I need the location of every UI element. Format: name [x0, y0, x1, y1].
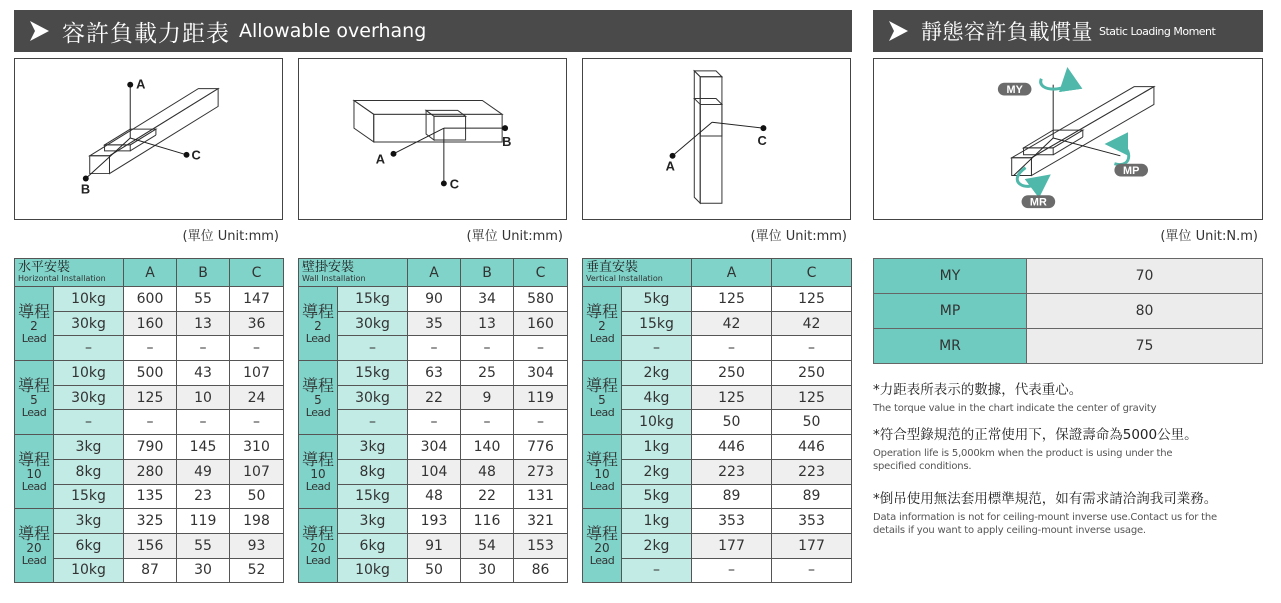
load-cell: 30kg — [54, 311, 124, 336]
value-cell: 125 — [692, 385, 772, 410]
value-cell: 42 — [772, 311, 852, 336]
value-cell: 86 — [514, 558, 568, 583]
header-title-zh: 靜態容許負載慣量 — [921, 20, 1093, 44]
table-row — [583, 533, 852, 558]
value-cell: 52 — [230, 558, 284, 583]
my-badge — [998, 83, 1032, 96]
lead-label-zh: 導程 — [301, 449, 334, 469]
load-cell: 5kg — [622, 287, 692, 312]
value-cell: 119 — [514, 385, 568, 410]
value-cell: 48 — [408, 484, 461, 509]
label-c: C — [191, 147, 201, 163]
lead-cell — [299, 287, 338, 361]
moment-label: MP — [874, 294, 1027, 329]
table-row — [583, 311, 852, 336]
lead-label-zh: 導程 — [585, 523, 618, 543]
load-cell: – — [622, 558, 692, 583]
mr-badge — [1022, 195, 1056, 208]
table-row — [874, 294, 1263, 329]
table-row — [874, 329, 1263, 364]
value-cell: 13 — [461, 311, 514, 336]
moment-value: 75 — [1027, 329, 1263, 364]
table-row — [583, 509, 852, 534]
table-row — [583, 484, 852, 509]
value-cell: 93 — [230, 533, 284, 558]
installation-type-en: Wall Installation — [302, 274, 366, 283]
load-cell: 3kg — [54, 509, 124, 534]
load-cell: 3kg — [54, 435, 124, 460]
lead-label-en: Lead — [21, 479, 47, 493]
value-cell: – — [408, 336, 461, 361]
table-row — [299, 484, 568, 509]
installation-type-cell — [15, 259, 124, 287]
value-cell: 776 — [514, 435, 568, 460]
wall-installation-table — [298, 258, 568, 583]
table-row — [299, 361, 568, 386]
lead-label-en: Lead — [305, 553, 331, 567]
load-cell: 30kg — [54, 385, 124, 410]
table-header-row — [299, 259, 568, 287]
lead-value: 5 — [30, 392, 38, 407]
value-cell: 310 — [230, 435, 284, 460]
load-cell: 3kg — [338, 509, 408, 534]
value-cell: 193 — [408, 509, 461, 534]
value-cell: 43 — [177, 361, 230, 386]
horizontal-installation-diagram — [14, 58, 283, 220]
note-operation-life — [873, 423, 1268, 473]
column-header: C — [772, 259, 852, 287]
value-cell: 160 — [514, 311, 568, 336]
table-row — [299, 311, 568, 336]
load-cell: – — [338, 410, 408, 435]
value-cell: 104 — [408, 459, 461, 484]
value-cell: 135 — [124, 484, 177, 509]
lead-label-en: Lead — [21, 553, 47, 567]
mp-badge — [1114, 164, 1148, 177]
load-cell: 10kg — [54, 287, 124, 312]
lead-label-en: Lead — [589, 479, 615, 493]
value-cell: 223 — [692, 459, 772, 484]
table-row — [15, 311, 284, 336]
unit-label: (單位 Unit:mm) — [750, 229, 847, 244]
column-header: B — [177, 259, 230, 287]
moment-label: MR — [874, 329, 1027, 364]
load-cell: – — [338, 336, 408, 361]
load-cell: 15kg — [54, 484, 124, 509]
load-cell: 4kg — [622, 385, 692, 410]
value-cell: 13 — [177, 311, 230, 336]
value-cell: – — [461, 410, 514, 435]
load-cell: 15kg — [338, 361, 408, 386]
lead-value: 20 — [594, 540, 610, 555]
value-cell: 55 — [177, 287, 230, 312]
value-cell: 304 — [408, 435, 461, 460]
load-cell: 10kg — [622, 410, 692, 435]
value-cell: 131 — [514, 484, 568, 509]
lead-label-zh: 導程 — [585, 449, 618, 469]
value-cell: 145 — [177, 435, 230, 460]
label-b: B — [80, 181, 91, 197]
moment-value: 80 — [1027, 294, 1263, 329]
installation-type-zh: 壁掛安裝 — [302, 260, 355, 275]
load-cell: – — [622, 336, 692, 361]
lead-cell — [15, 361, 54, 435]
load-cell: 2kg — [622, 533, 692, 558]
chevron-right-icon — [28, 20, 50, 42]
column-header: C — [514, 259, 568, 287]
table-row — [15, 435, 284, 460]
note-center-of-gravity — [873, 378, 1268, 415]
note-zh: *倒吊使用無法套用標準規范，如有需求請洽詢我司業務。 — [873, 491, 1218, 507]
value-cell: 34 — [461, 287, 514, 312]
lead-value: 10 — [26, 466, 42, 481]
load-cell: 6kg — [54, 533, 124, 558]
table-row — [15, 558, 284, 583]
value-cell: 119 — [177, 509, 230, 534]
lead-label-zh: 導程 — [17, 375, 50, 395]
value-cell: – — [177, 410, 230, 435]
lead-label-en: Lead — [305, 405, 331, 419]
table-header-row — [583, 259, 852, 287]
note-zh: *力距表所表示的數據，代表重心。 — [873, 382, 1083, 398]
value-cell: 147 — [230, 287, 284, 312]
value-cell: 49 — [177, 459, 230, 484]
unit-label: (單位 Unit:N.m) — [1160, 229, 1258, 244]
table-row — [299, 336, 568, 361]
value-cell: – — [514, 410, 568, 435]
table-row — [15, 533, 284, 558]
load-cell: 2kg — [622, 361, 692, 386]
load-cell: 8kg — [54, 459, 124, 484]
value-cell: – — [177, 336, 230, 361]
value-cell: 321 — [514, 509, 568, 534]
value-cell: 87 — [124, 558, 177, 583]
note-en: The torque value in the chart indicate the center of gravity — [873, 403, 1157, 414]
lead-cell — [583, 435, 622, 509]
value-cell: 304 — [514, 361, 568, 386]
value-cell: 280 — [124, 459, 177, 484]
value-cell: 10 — [177, 385, 230, 410]
static-moment-table — [873, 258, 1263, 364]
moment-label: MY — [874, 259, 1027, 294]
value-cell: 22 — [408, 385, 461, 410]
note-ceiling-mount — [873, 487, 1268, 537]
value-cell: 30 — [177, 558, 230, 583]
load-cell: 10kg — [338, 558, 408, 583]
value-cell: 36 — [230, 311, 284, 336]
value-cell: – — [124, 410, 177, 435]
load-cell: 1kg — [622, 509, 692, 534]
value-cell: – — [692, 336, 772, 361]
lead-label-en: Lead — [305, 331, 331, 345]
lead-label-en: Lead — [589, 553, 615, 567]
lead-label-en: Lead — [589, 405, 615, 419]
static-moment-diagram — [873, 58, 1263, 220]
value-cell: 446 — [772, 435, 852, 460]
label-c: C — [449, 176, 460, 192]
lead-value: 2 — [30, 318, 38, 333]
installation-type-cell — [583, 259, 692, 287]
value-cell: 177 — [692, 533, 772, 558]
vertical-installation-table — [582, 258, 852, 583]
table-row — [583, 361, 852, 386]
value-cell: 50 — [230, 484, 284, 509]
load-cell: 15kg — [338, 484, 408, 509]
table-row — [299, 435, 568, 460]
table-row — [583, 435, 852, 460]
value-cell: 30 — [461, 558, 514, 583]
value-cell: 177 — [772, 533, 852, 558]
value-cell: 35 — [408, 311, 461, 336]
installation-type-en: Vertical Installation — [586, 274, 663, 283]
value-cell: 140 — [461, 435, 514, 460]
lead-value: 20 — [310, 540, 326, 555]
table-row — [874, 259, 1263, 294]
lead-label-en: Lead — [21, 331, 47, 345]
header-title-en: Allowable overhang — [239, 20, 427, 42]
installation-type-cell — [299, 259, 408, 287]
value-cell: – — [408, 410, 461, 435]
value-cell: 125 — [692, 287, 772, 312]
table-row — [15, 336, 284, 361]
value-cell: 90 — [408, 287, 461, 312]
wall-installation-diagram — [298, 58, 567, 220]
value-cell: 198 — [230, 509, 284, 534]
lead-value: 20 — [26, 540, 42, 555]
value-cell: 790 — [124, 435, 177, 460]
installation-type-zh: 水平安裝 — [18, 260, 71, 275]
value-cell: – — [230, 410, 284, 435]
value-cell: – — [461, 336, 514, 361]
value-cell: 89 — [692, 484, 772, 509]
value-cell: 500 — [124, 361, 177, 386]
static-moment-header — [873, 10, 1263, 52]
lead-cell — [15, 509, 54, 583]
lead-label-zh: 導程 — [301, 375, 334, 395]
value-cell: 50 — [408, 558, 461, 583]
load-cell: 3kg — [338, 435, 408, 460]
table-row — [299, 459, 568, 484]
lead-label-zh: 導程 — [17, 301, 50, 321]
vertical-installation-diagram — [582, 58, 851, 220]
value-cell: – — [124, 336, 177, 361]
horizontal-installation-table — [14, 258, 284, 583]
table-row — [583, 558, 852, 583]
table-row — [583, 459, 852, 484]
table-row — [299, 287, 568, 312]
table-row — [299, 533, 568, 558]
chevron-right-icon — [887, 20, 909, 42]
lead-cell — [299, 435, 338, 509]
lead-cell — [299, 361, 338, 435]
lead-value: 10 — [594, 466, 610, 481]
value-cell: 153 — [514, 533, 568, 558]
table-row — [299, 410, 568, 435]
unit-label: (單位 Unit:mm) — [182, 229, 279, 244]
svg-text:MP: MP — [1123, 165, 1140, 178]
value-cell: 107 — [230, 459, 284, 484]
lead-label-zh: 導程 — [585, 375, 618, 395]
value-cell: 42 — [692, 311, 772, 336]
lead-value: 10 — [310, 466, 326, 481]
label-b: B — [502, 133, 512, 149]
svg-text:MY: MY — [1006, 84, 1023, 97]
label-c: C — [757, 132, 767, 148]
lead-label-zh: 導程 — [17, 449, 50, 469]
table-row — [15, 509, 284, 534]
unit-label: (單位 Unit:mm) — [466, 229, 563, 244]
lead-label-zh: 導程 — [301, 523, 334, 543]
table-row — [15, 361, 284, 386]
table-row — [15, 459, 284, 484]
value-cell: 89 — [772, 484, 852, 509]
table-row — [15, 410, 284, 435]
value-cell: – — [772, 336, 852, 361]
value-cell: 55 — [177, 533, 230, 558]
value-cell: 116 — [461, 509, 514, 534]
installation-type-en: Horizontal Installation — [18, 274, 106, 283]
lead-label-en: Lead — [589, 331, 615, 345]
svg-text:MR: MR — [1029, 196, 1047, 209]
load-cell: 10kg — [54, 558, 124, 583]
lead-value: 2 — [598, 318, 606, 333]
lead-cell — [299, 509, 338, 583]
label-a: A — [375, 151, 385, 167]
value-cell: – — [772, 558, 852, 583]
header-title-en: Static Loading Moment — [1099, 24, 1216, 38]
value-cell: 580 — [514, 287, 568, 312]
column-header: A — [408, 259, 461, 287]
load-cell: 15kg — [338, 287, 408, 312]
value-cell: 325 — [124, 509, 177, 534]
note-en: Data information is not for ceiling-mount inverse use.Contact us for the details if you want to apply ceiling-mount inverse usage. — [873, 512, 1217, 536]
value-cell: 91 — [408, 533, 461, 558]
value-cell: 223 — [772, 459, 852, 484]
value-cell: – — [230, 336, 284, 361]
table-row — [299, 509, 568, 534]
installation-type-zh: 垂直安裝 — [586, 260, 639, 275]
value-cell: 50 — [772, 410, 852, 435]
table-row — [15, 484, 284, 509]
column-header: A — [692, 259, 772, 287]
value-cell: 63 — [408, 361, 461, 386]
load-cell: 5kg — [622, 484, 692, 509]
lead-label-zh: 導程 — [585, 301, 618, 321]
lead-cell — [15, 287, 54, 361]
value-cell: 54 — [461, 533, 514, 558]
value-cell: 23 — [177, 484, 230, 509]
value-cell: 9 — [461, 385, 514, 410]
note-en: Operation life is 5,000km when the product is using under the specified conditions. — [873, 448, 1173, 472]
value-cell: – — [514, 336, 568, 361]
load-cell: 30kg — [338, 385, 408, 410]
allowable-overhang-header — [14, 10, 852, 52]
value-cell: 22 — [461, 484, 514, 509]
load-cell: – — [54, 336, 124, 361]
lead-cell — [15, 435, 54, 509]
lead-value: 5 — [598, 392, 606, 407]
table-row — [299, 558, 568, 583]
label-a: A — [665, 158, 675, 174]
lead-label-zh: 導程 — [17, 523, 50, 543]
value-cell: 353 — [692, 509, 772, 534]
lead-cell — [583, 361, 622, 435]
value-cell: 353 — [772, 509, 852, 534]
column-header: B — [461, 259, 514, 287]
load-cell: 30kg — [338, 311, 408, 336]
value-cell: 160 — [124, 311, 177, 336]
load-cell: 6kg — [338, 533, 408, 558]
value-cell: 24 — [230, 385, 284, 410]
value-cell: 48 — [461, 459, 514, 484]
value-cell: 250 — [692, 361, 772, 386]
label-a: A — [136, 76, 146, 92]
lead-cell — [583, 509, 622, 583]
load-cell: 8kg — [338, 459, 408, 484]
table-header-row — [15, 259, 284, 287]
value-cell: 125 — [772, 385, 852, 410]
table-row — [583, 336, 852, 361]
load-cell: 1kg — [622, 435, 692, 460]
table-row — [299, 385, 568, 410]
lead-value: 2 — [314, 318, 322, 333]
value-cell: 273 — [514, 459, 568, 484]
load-cell: 15kg — [622, 311, 692, 336]
load-cell: – — [54, 410, 124, 435]
value-cell: 446 — [692, 435, 772, 460]
lead-label-en: Lead — [21, 405, 47, 419]
table-row — [583, 410, 852, 435]
value-cell: 125 — [124, 385, 177, 410]
value-cell: 125 — [772, 287, 852, 312]
value-cell: 25 — [461, 361, 514, 386]
value-cell: 250 — [772, 361, 852, 386]
value-cell: 600 — [124, 287, 177, 312]
value-cell: – — [692, 558, 772, 583]
value-cell: 50 — [692, 410, 772, 435]
lead-value: 5 — [314, 392, 322, 407]
table-row — [15, 385, 284, 410]
column-header: C — [230, 259, 284, 287]
lead-label-zh: 導程 — [301, 301, 334, 321]
header-title-zh: 容許負載力距表 — [62, 20, 230, 47]
value-cell: 156 — [124, 533, 177, 558]
lead-cell — [583, 287, 622, 361]
column-header: A — [124, 259, 177, 287]
table-row — [583, 385, 852, 410]
value-cell: 107 — [230, 361, 284, 386]
load-cell: 10kg — [54, 361, 124, 386]
table-row — [15, 287, 284, 312]
note-zh: *符合型錄規范的正常使用下，保證壽命為5000公里。 — [873, 427, 1198, 443]
table-row — [583, 287, 852, 312]
moment-value: 70 — [1027, 259, 1263, 294]
load-cell: 2kg — [622, 459, 692, 484]
lead-label-en: Lead — [305, 479, 331, 493]
